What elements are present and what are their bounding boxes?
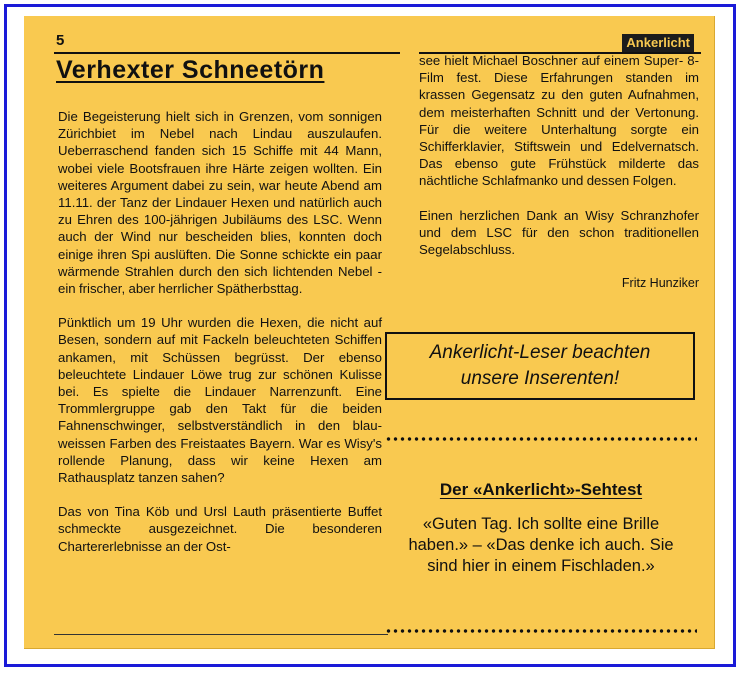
article-column-left <box>58 108 382 572</box>
reader-notice-line-1: Ankerlicht-Leser beachten <box>429 342 651 363</box>
article-paragraph-2: Pünktlich um 19 Uhr wurden die Hexen, die nicht auf Besen, sondern auf mit Fackeln beleuchteten Schiffen ankamen, mit Schüssen begrüsst. Der ebenso beleuchtete Lindauer Löwe trug zur schönen Kulisse bei. Es spielte die Lindauer Narrenzunft. Eine Trommlergruppe gab den Takt für die beiden Fahnenschwinger, selbstverständlich in den blau-weissen Farben des Freistaates Bayern. War es Wisy's rollende Planung, dass wir keine Hexen am Rathausplatz tanzen sahen? <box>58 315 382 486</box>
article-continuation-2: Einen herzlichen Dank an Wisy Schranzhofer und dem LSC für den schon traditionellen Segelabschluss. <box>419 207 699 258</box>
article-continuation-1: see hielt Michael Boschner auf einem Super- 8-Film fest. Diese Erfahrungen standen im krassen Gegensatz zu den guten Aufnahmen, dem meisterhaften Schnitt und der Vertonung. Für die weitere Unterhaltung sorgte ein Schifferklavier, Stiftswein und Edelvernatsch. Das ebenso gute Frühstück milderte das nächtliche Schlafmanko und dessen Folgen. <box>419 53 699 189</box>
article-paragraph-3: Das von Tina Köb und Ursl Lauth präsentierte Buffet schmeckte ausgezeichnet. Die besonderen Chartererlebnisse an der Ost- <box>58 504 382 554</box>
reader-notice-box <box>385 332 695 400</box>
article-title: Verhexter Schneetörn <box>56 56 325 84</box>
dotted-divider-bottom <box>385 628 697 634</box>
newsletter-page <box>24 16 715 649</box>
joke-title: Der «Ankerlicht»-Sehtest <box>439 480 643 499</box>
header-rule-left <box>54 52 400 54</box>
joke-text: «Guten Tag. Ich sollte eine Brille haben.» – «Das denke ich auch. Sie sind hier in einem Fischladen.» <box>408 515 674 575</box>
article-author: Fritz Hunziker <box>621 276 699 291</box>
article-column-right <box>419 52 699 292</box>
page-number: 5 <box>56 32 65 49</box>
publication-tag: Ankerlicht <box>622 34 694 52</box>
article-paragraph-1: Die Begeisterung hielt sich in Grenzen, vom sonnigen Zürichbiet im Nebel nach Lindau auszulaufen. Ueberraschend fanden sich 15 Schiffe mit 44 Mann, wobei viele Bootsfrauen ihre Härte zeigen wollten. Ein weiteres Argument dabei zu sein, war heute Abend am 11.11. der Tanz der Lindauer Hexen und natürlich auch zu Ehren des 100-jährigen Jubiläums des LSC. Wenn auch der Wind nur bescheiden blies, konnten doch einige ihren Spi auslüften. Die Sonne schickte ein paar wärmende Strahlen durch den sich lichtenden Nebel - ein frischer, aber herrlicher Spätherbsttag. <box>58 109 382 297</box>
reader-notice-line-2: unsere Inserenten! <box>460 368 620 389</box>
dotted-divider-top <box>385 436 697 442</box>
bottom-rule <box>54 634 388 635</box>
